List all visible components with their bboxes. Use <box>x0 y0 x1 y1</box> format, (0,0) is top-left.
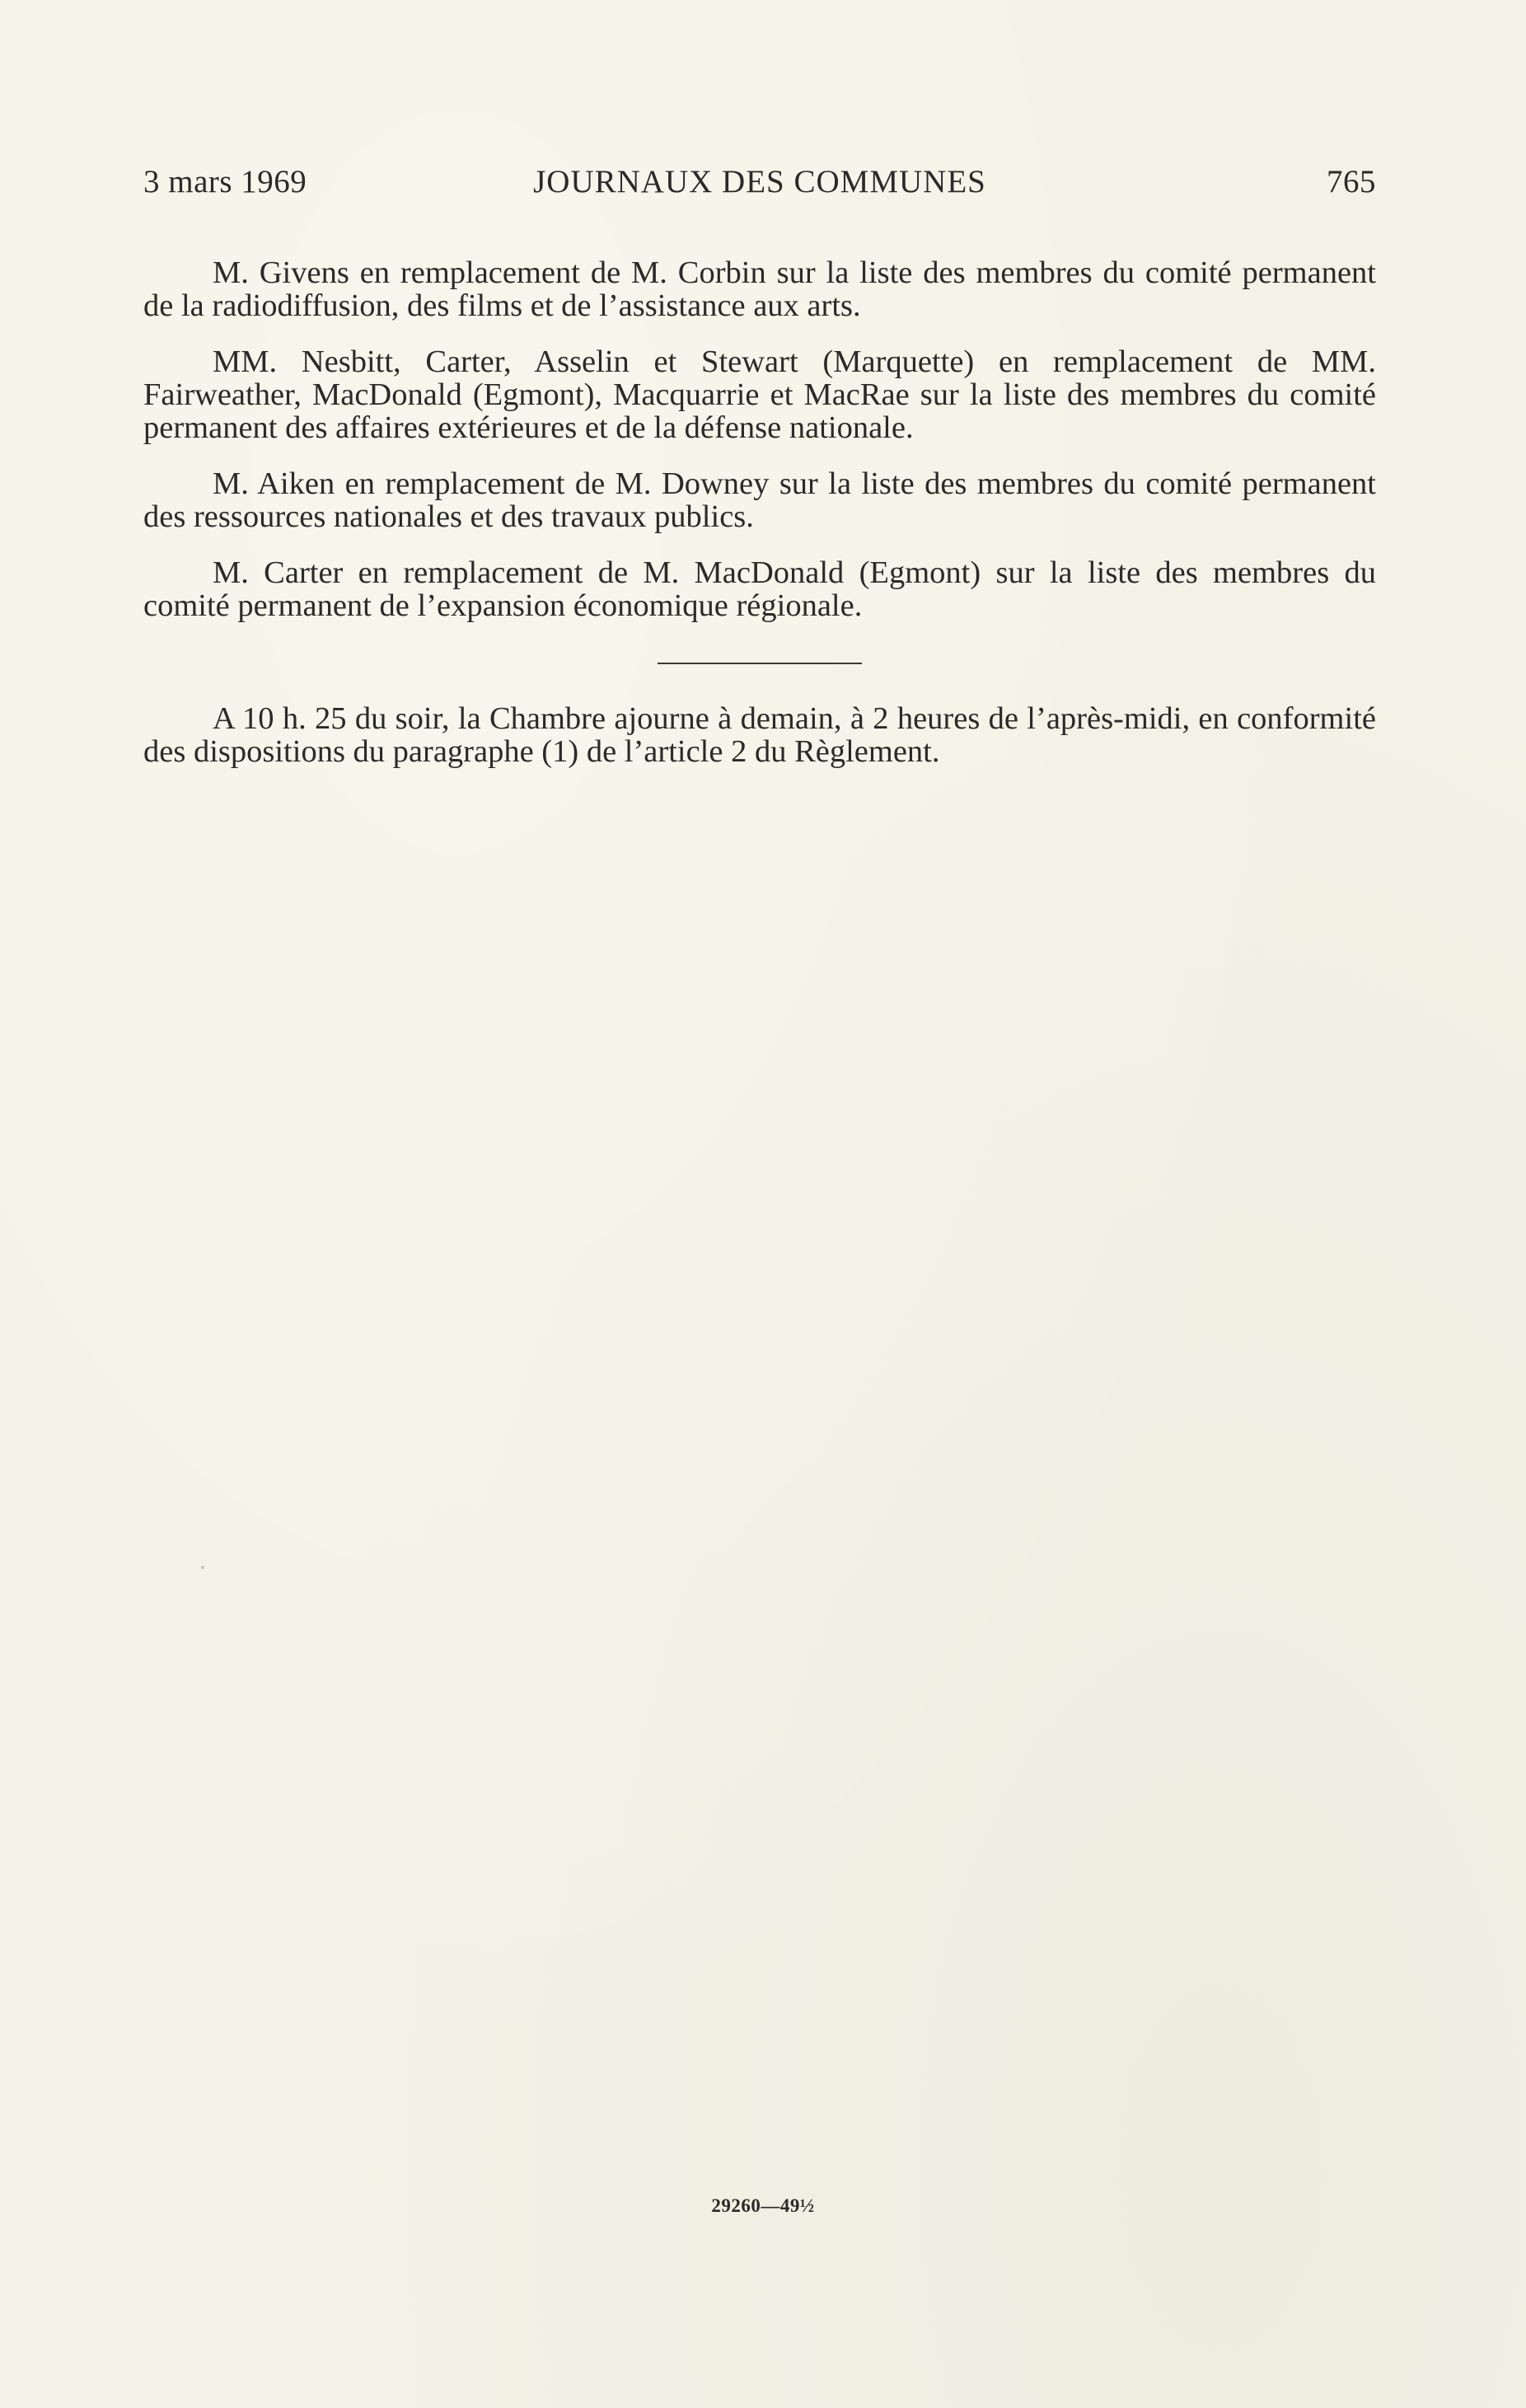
journal-title: JOURNAUX DES COMMUNES <box>533 164 986 199</box>
running-head <box>143 163 1376 209</box>
paper-speck <box>201 1566 204 1569</box>
adjournment-paragraph: A 10 h. 25 du soir, la Chambre ajourne à demain, à 2 heures de l’après-midi, en conformité des dispositions du paragraphe (1) de l’article 2 du Règlement. <box>143 701 1376 769</box>
print-code: 29260—49½ <box>711 2195 815 2216</box>
body-text <box>143 256 1376 791</box>
paragraph-givens: M. Givens en remplacement de M. Corbin sur la liste des membres du comité permanent de la radiodiffusion, des films et de l’assistance aux arts. <box>143 255 1376 323</box>
paragraph-carter: M. Carter en remplacement de M. MacDonald (Egmont) sur la liste des membres du comité permanent de l’expansion économique régionale. <box>143 555 1376 623</box>
paragraph-aiken: M. Aiken en remplacement de M. Downey sur la liste des membres du comité permanent des ressources nationales et des travaux publics. <box>143 466 1376 534</box>
paragraph-nesbitt: MM. Nesbitt, Carter, Asselin et Stewart (Marquette) en remplacement de MM. Fairweather, MacDonald (Egmont), Macquarrie et MacRae sur la liste des membres du comité permanent des affaires extérieures et de la défense nationale. <box>143 344 1376 445</box>
section-divider <box>658 663 862 664</box>
header-date: 3 mars 1969 <box>143 164 307 199</box>
page-number: 765 <box>1327 164 1376 199</box>
